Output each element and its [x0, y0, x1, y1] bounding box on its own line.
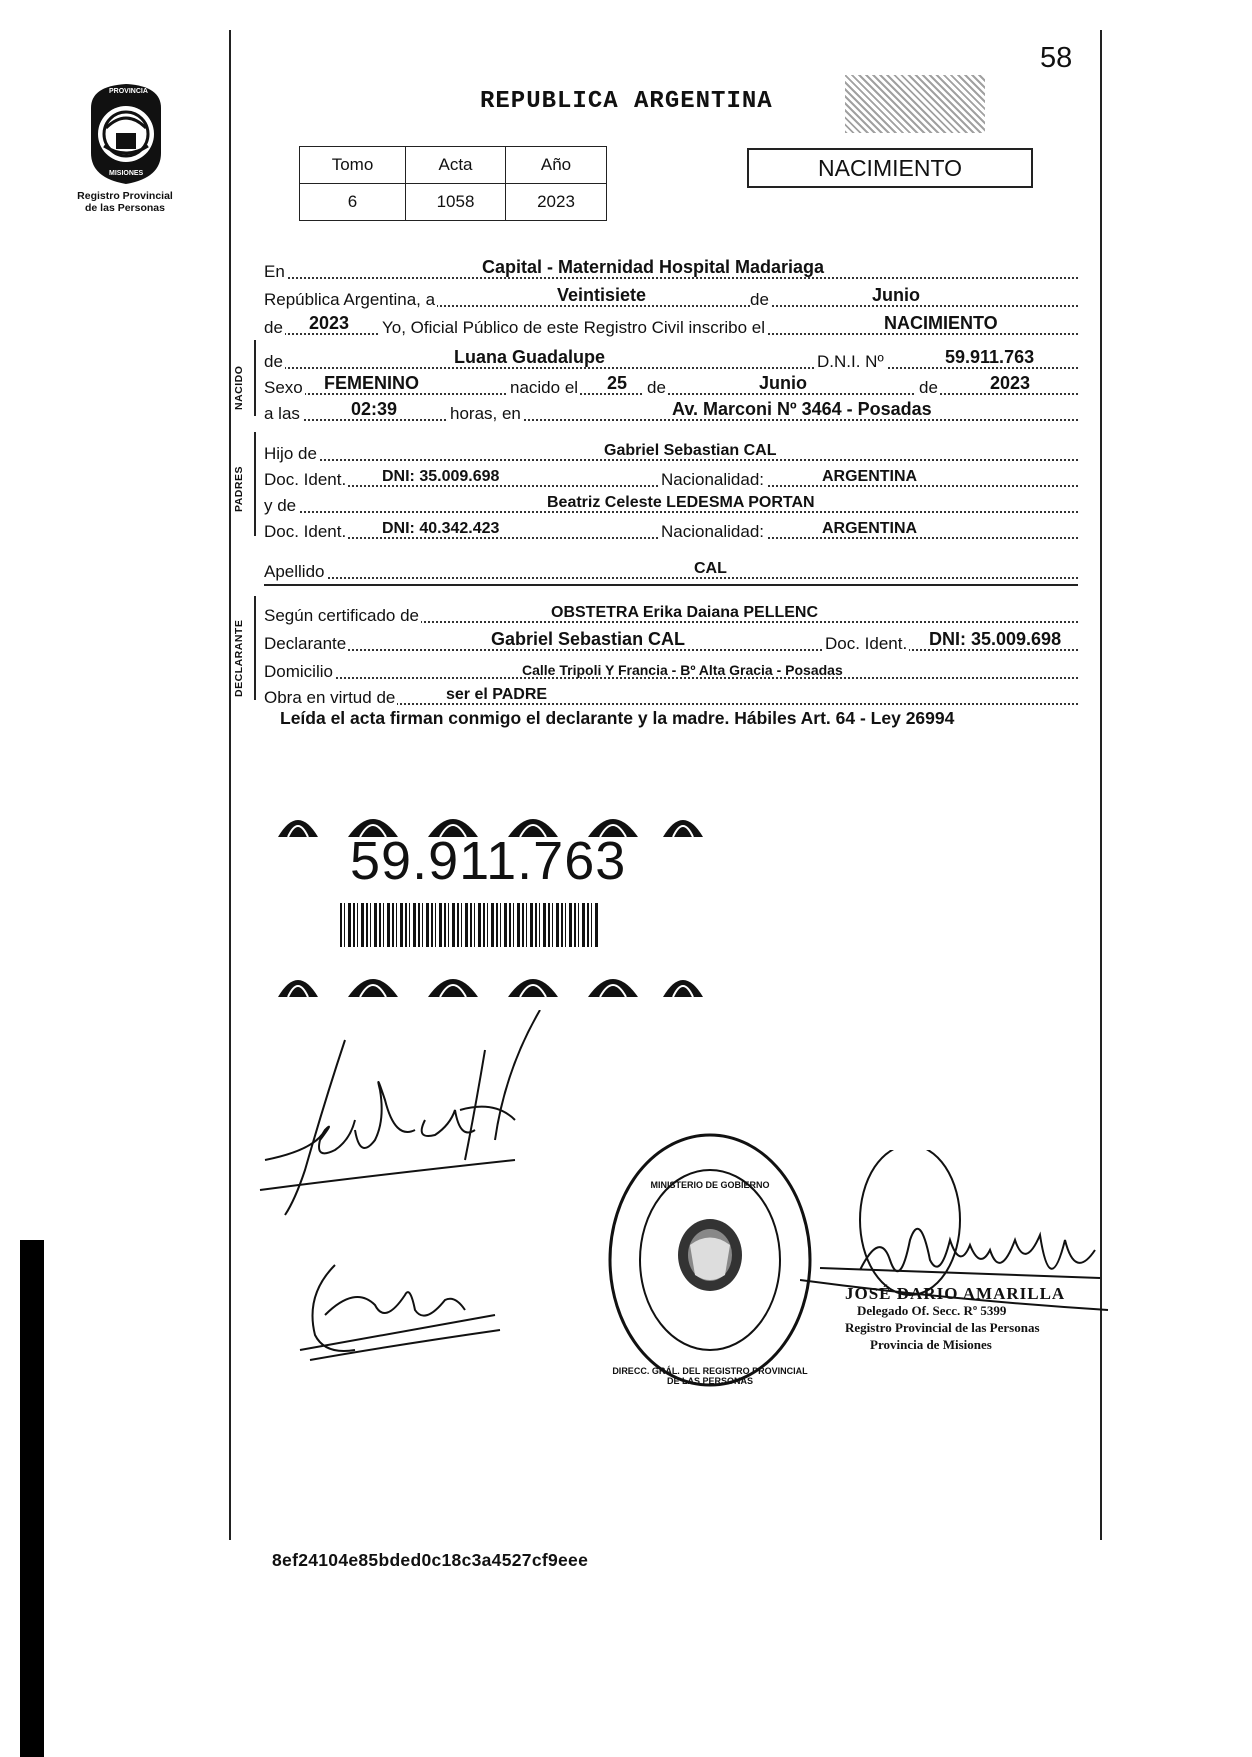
value-tipo-inscripcion: NACIMIENTO: [884, 313, 998, 333]
label-republica: República Argentina, a: [264, 290, 436, 309]
declarante-divider: [254, 596, 256, 700]
nacido-divider: [254, 340, 256, 416]
value-certificado: OBSTETRA Erika Daiana PELLENC: [551, 604, 819, 621]
label-hijo-de: Hijo de: [264, 444, 317, 463]
label-nacionalidad-madre: Nacionalidad:: [658, 522, 766, 542]
value-declarante: Gabriel Sebastian CAL: [491, 629, 686, 649]
logo-caption-line1: Registro Provincial: [77, 190, 173, 202]
row-madre-doc: [264, 516, 1078, 542]
label-de-3: de: [644, 378, 668, 398]
logo-seal-text-bottom: MISIONES: [109, 170, 144, 177]
registry-value-anio: 2023: [506, 184, 607, 221]
registry-header-acta: Acta: [406, 147, 506, 184]
row-fecha: [264, 284, 1078, 310]
row-apellido: [264, 556, 1078, 582]
value-apellido: CAL: [694, 560, 727, 577]
row-certificado: [264, 600, 1078, 626]
official-registry: Registro Provincial de las Personas: [845, 1320, 1040, 1335]
label-a-las: a las: [264, 404, 300, 423]
official-name: JOSÉ DARIO AMARILLA: [845, 1284, 1066, 1303]
value-hora: 02:39: [351, 399, 398, 419]
official-seal: [605, 1130, 815, 1390]
security-stamp: [845, 75, 985, 133]
row-declarante: [264, 628, 1078, 654]
label-declarante: Declarante: [264, 634, 347, 653]
official-role: Delegado Of. Secc. Rº 5399: [857, 1303, 1007, 1318]
row-nombre: [264, 346, 1078, 372]
label-y-de: y de: [264, 496, 297, 515]
official-province: Provincia de Misiones: [870, 1337, 992, 1352]
value-dni: 59.911.763: [945, 347, 1035, 367]
registry-value-acta: 1058: [406, 184, 506, 221]
value-nacido-mes: Junio: [759, 373, 807, 393]
value-madre-doc: DNI: 40.342.423: [382, 520, 500, 537]
row-domicilio: [264, 656, 1078, 682]
value-nacido-lugar: Av. Marconi Nº 3464 - Posadas: [672, 399, 932, 419]
value-padre-doc: DNI: 35.009.698: [382, 468, 500, 485]
row-y-de: [264, 490, 1078, 516]
declarant-signature: [255, 1010, 575, 1220]
logo-caption-line2: de las Personas: [85, 202, 165, 214]
label-de-2: de: [264, 318, 283, 337]
label-doc-declarante: Doc. Ident.: [822, 634, 909, 654]
section-label-padres: PADRES: [233, 466, 245, 512]
registry-header-tomo: Tomo: [300, 147, 406, 184]
page-number: 58: [1040, 42, 1073, 74]
label-dni: D.N.I. Nº: [814, 352, 886, 372]
row-obra: [264, 682, 1078, 708]
seal-inner-text: MINISTERIO DE GOBIERNO: [650, 1180, 770, 1190]
section-label-nacido: NACIDO: [233, 365, 245, 410]
label-apellido: Apellido: [264, 562, 325, 581]
barcode: [340, 903, 598, 947]
value-nacido-dia: 25: [607, 373, 628, 393]
value-dia: Veintisiete: [557, 285, 647, 305]
row-hora: [264, 398, 1078, 424]
value-madre-nac: ARGENTINA: [822, 520, 918, 537]
page-title: REPUBLICA ARGENTINA: [480, 88, 773, 115]
label-certificado: Según certificado de: [264, 606, 419, 625]
padres-divider: [254, 432, 256, 536]
row-en: [264, 256, 1078, 282]
apellido-rule: [264, 584, 1078, 586]
registry-header-anio: Año: [506, 147, 607, 184]
value-madre: Beatriz Celeste LEDESMA PORTAN: [547, 494, 815, 511]
official-block: [845, 1285, 1065, 1353]
footer-hash: 8ef24104e85bded0c18c3a4527cf9eee: [272, 1550, 589, 1570]
label-sexo: Sexo: [264, 378, 303, 397]
value-sexo: FEMENINO: [324, 373, 420, 393]
label-en: En: [264, 262, 285, 281]
label-obra: Obra en virtud de: [264, 688, 396, 707]
label-nacionalidad-padre: Nacionalidad:: [658, 470, 766, 490]
logo-caption: [60, 190, 190, 214]
row-inscripcion: [264, 312, 1078, 338]
label-de-4: de: [916, 378, 940, 398]
row-padre-doc: [264, 464, 1078, 490]
row-hijo-de: [264, 438, 1078, 464]
value-anio: 2023: [309, 313, 350, 333]
registry-table: [299, 146, 607, 221]
label-horas-en: horas, en: [447, 404, 523, 424]
label-doc-padre: Doc. Ident.: [264, 470, 347, 489]
value-padre-nac: ARGENTINA: [822, 468, 918, 485]
mother-signature: [295, 1255, 505, 1365]
document-type-box: NACIMIENTO: [747, 148, 1033, 188]
value-mes: Junio: [872, 285, 920, 305]
value-declarante-doc: DNI: 35.009.698: [929, 629, 1062, 649]
scan-edge-bar: [20, 1240, 44, 1757]
label-oficial: Yo, Oficial Público de este Registro Civil inscribo el: [379, 318, 767, 338]
value-domicilio: Calle Tripoli Y Francia - Bº Alta Gracia - Posadas: [522, 662, 843, 678]
registry-value-tomo: 6: [300, 184, 406, 221]
id-number-large: 59.911.763: [350, 831, 627, 891]
value-lugar: Capital - Maternidad Hospital Madariaga: [482, 257, 825, 277]
label-domicilio: Domicilio: [264, 662, 333, 681]
fingerprint-row-bottom: [258, 955, 706, 997]
value-obra: ser el PADRE: [446, 686, 548, 703]
value-padre: Gabriel Sebastian CAL: [604, 442, 777, 459]
section-label-declarante: DECLARANTE: [233, 619, 245, 697]
label-de: de: [750, 290, 769, 309]
provincial-logo: [76, 78, 176, 188]
seal-text: DIRECC. GRÁL. DEL REGISTRO PROVINCIAL DE LAS PERSONAS: [612, 1366, 808, 1386]
value-nacido-anio: 2023: [990, 373, 1031, 393]
row-sexo: [264, 372, 1078, 398]
left-margin-rule: [229, 30, 231, 1540]
value-nombre: Luana Guadalupe: [454, 347, 606, 367]
legal-text: Leída el acta firman conmigo el declarante y la madre. Hábiles Art. 64 - Ley 26994: [280, 708, 955, 728]
label-nacido-el: nacido el: [507, 378, 580, 398]
logo-seal-text-top: PROVINCIA: [109, 88, 148, 95]
label-doc-madre: Doc. Ident.: [264, 522, 347, 541]
label-de-nacido: de: [264, 352, 283, 371]
